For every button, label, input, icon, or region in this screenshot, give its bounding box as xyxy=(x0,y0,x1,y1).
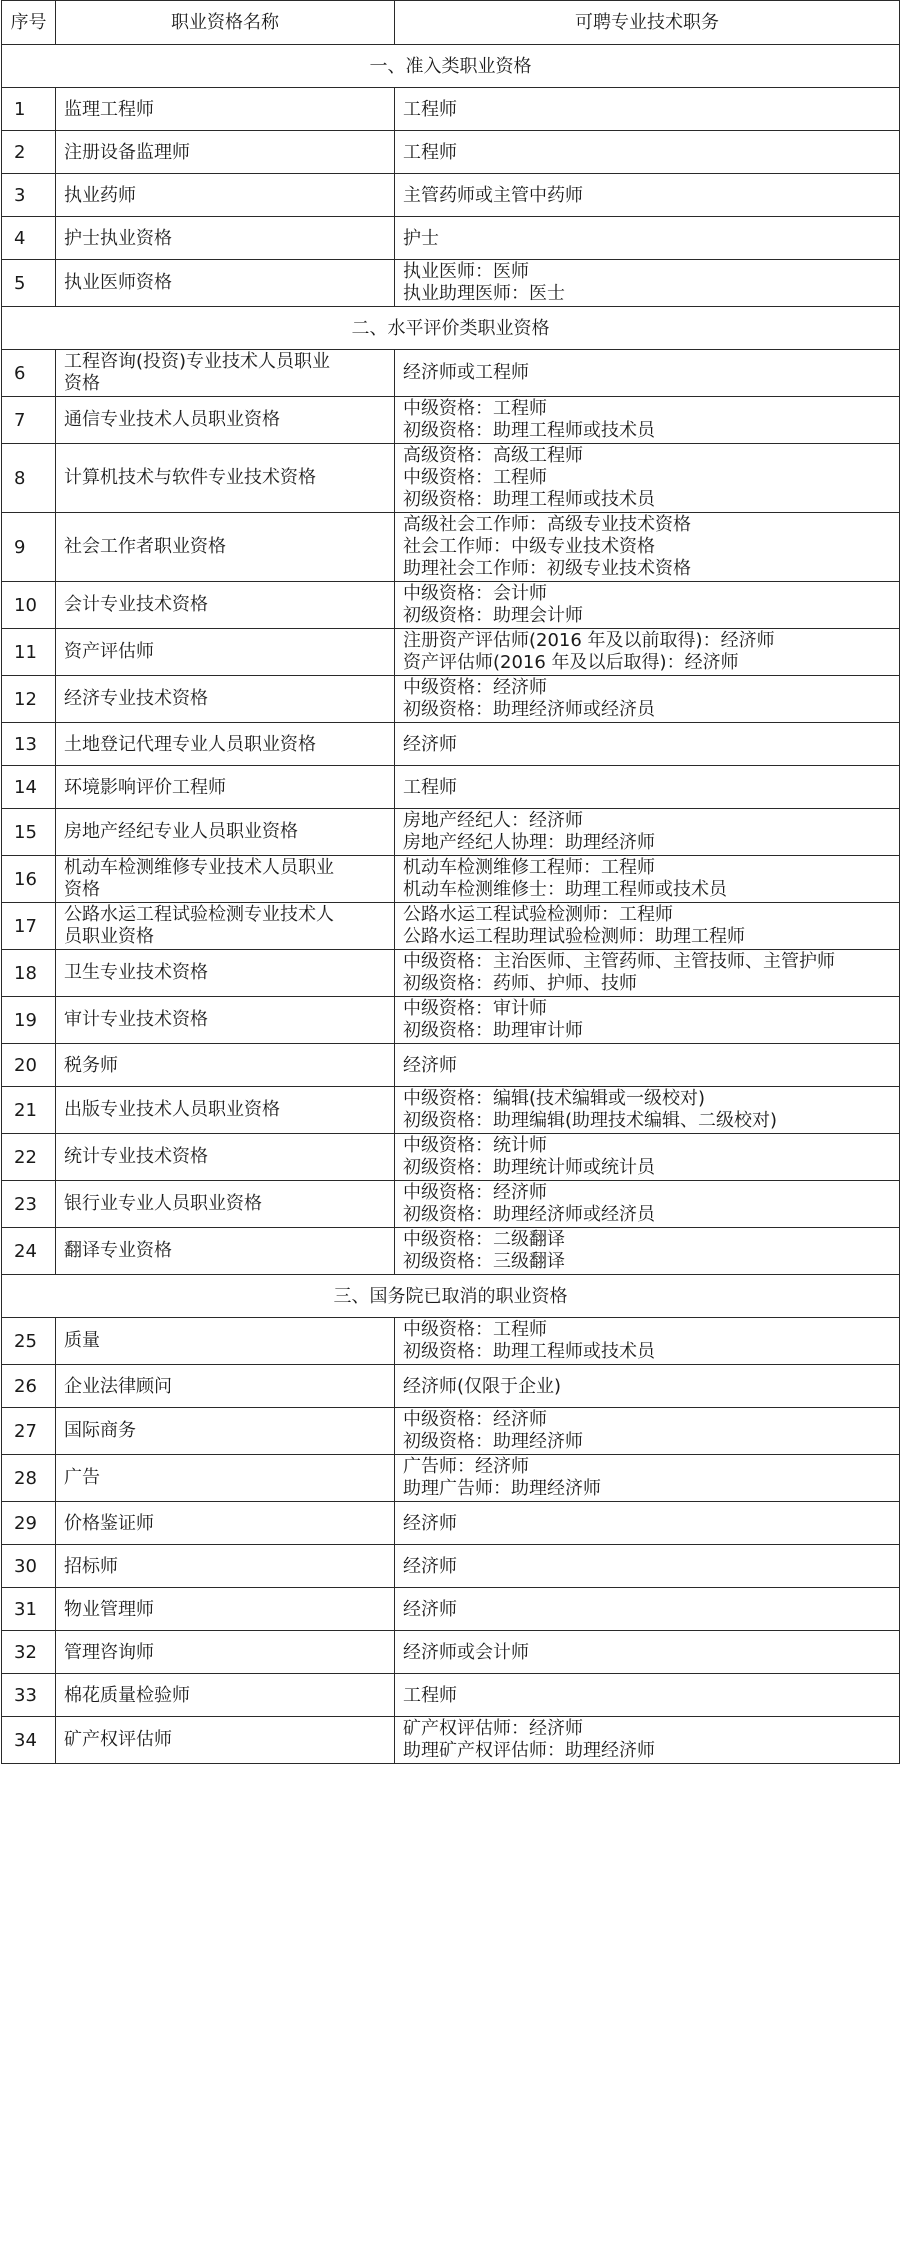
qualification-name xyxy=(56,444,395,513)
serial-number: 23 xyxy=(2,1181,56,1228)
qualification-name xyxy=(56,1087,395,1134)
table-row xyxy=(2,582,900,629)
position-line: 初级资格：助理审计师 xyxy=(403,1020,583,1041)
table-row xyxy=(2,1318,900,1365)
position-list xyxy=(395,88,900,131)
position-line: 经济师 xyxy=(403,1512,457,1534)
serial-number: 8 xyxy=(2,444,56,513)
serial-number: 10 xyxy=(2,582,56,629)
qualification-name-line: 社会工作者职业资格 xyxy=(64,536,226,557)
position-line: 广告师：经济师 xyxy=(403,1456,529,1477)
qualification-name xyxy=(56,1545,395,1588)
position-line: 中级资格：经济师 xyxy=(403,677,547,698)
table-row xyxy=(2,88,900,131)
position-line: 初级资格：助理工程师或技术员 xyxy=(403,489,655,510)
qualification-name xyxy=(56,582,395,629)
position-line: 房地产经纪人协理：助理经济师 xyxy=(403,832,655,853)
table-row xyxy=(2,1181,900,1228)
position-line: 社会工作师：中级专业技术资格 xyxy=(403,536,655,557)
qualification-name-line: 执业药师 xyxy=(64,184,136,206)
qualification-name xyxy=(56,1588,395,1631)
position-line: 经济师(仅限于企业) xyxy=(403,1375,562,1397)
table-row xyxy=(2,1717,900,1764)
header-serial: 序号 xyxy=(2,1,56,45)
qualification-name xyxy=(56,174,395,217)
qualification-name xyxy=(56,1674,395,1717)
qualification-name xyxy=(56,856,395,903)
qualification-name-line: 通信专业技术人员职业资格 xyxy=(64,409,280,430)
qualification-name-line: 经济专业技术资格 xyxy=(64,688,208,709)
position-line: 矿产权评估师：经济师 xyxy=(403,1718,583,1739)
serial-number: 7 xyxy=(2,397,56,444)
table-row xyxy=(2,856,900,903)
position-line: 主管药师或主管中药师 xyxy=(403,184,583,206)
serial-number: 34 xyxy=(2,1717,56,1764)
table-row xyxy=(2,1502,900,1545)
serial-number: 29 xyxy=(2,1502,56,1545)
qualification-name-line: 公路水运工程试验检测专业技术人 xyxy=(64,904,334,925)
section-row xyxy=(2,1275,900,1318)
position-line: 初级资格：助理经济师 xyxy=(403,1431,583,1452)
position-list xyxy=(395,1134,900,1181)
serial-number: 13 xyxy=(2,723,56,766)
position-line: 初级资格：三级翻译 xyxy=(403,1251,565,1272)
table-row xyxy=(2,629,900,676)
table-row xyxy=(2,1365,900,1408)
position-list xyxy=(395,397,900,444)
qualification-name xyxy=(56,1717,395,1764)
position-line: 高级资格：高级工程师 xyxy=(403,445,583,466)
qualification-name-line: 计算机技术与软件专业技术资格 xyxy=(64,467,316,488)
position-list xyxy=(395,260,900,307)
position-line: 护士 xyxy=(403,227,439,249)
position-line: 机动车检测维修工程师：工程师 xyxy=(403,857,655,878)
table-row xyxy=(2,444,900,513)
qualification-name xyxy=(56,131,395,174)
qualification-name-line: 土地登记代理专业人员职业资格 xyxy=(64,733,316,755)
qualification-name xyxy=(56,1455,395,1502)
qualification-name xyxy=(56,723,395,766)
serial-number: 27 xyxy=(2,1408,56,1455)
qualification-name xyxy=(56,260,395,307)
qualification-name-line: 银行业专业人员职业资格 xyxy=(64,1193,262,1214)
table-row xyxy=(2,1588,900,1631)
table-row xyxy=(2,766,900,809)
position-list xyxy=(395,1631,900,1674)
position-line: 中级资格：工程师 xyxy=(403,398,547,419)
position-line: 工程师 xyxy=(403,1684,457,1706)
position-line: 高级社会工作师：高级专业技术资格 xyxy=(403,514,691,535)
qualification-table xyxy=(1,0,900,1764)
serial-number: 32 xyxy=(2,1631,56,1674)
qualification-name-line: 会计专业技术资格 xyxy=(64,594,208,615)
section-row xyxy=(2,307,900,350)
serial-number: 5 xyxy=(2,260,56,307)
serial-number: 12 xyxy=(2,676,56,723)
qualification-name xyxy=(56,1365,395,1408)
position-list xyxy=(395,1545,900,1588)
position-line: 中级资格：工程师 xyxy=(403,467,547,488)
qualification-name xyxy=(56,676,395,723)
section-title: 一、准入类职业资格 xyxy=(2,45,900,88)
table-body xyxy=(2,45,900,1764)
position-line: 经济师 xyxy=(403,1555,457,1577)
serial-number: 17 xyxy=(2,903,56,950)
position-line: 初级资格：助理会计师 xyxy=(403,605,583,626)
position-list xyxy=(395,676,900,723)
serial-number: 3 xyxy=(2,174,56,217)
serial-number: 18 xyxy=(2,950,56,997)
serial-number: 25 xyxy=(2,1318,56,1365)
serial-number: 19 xyxy=(2,997,56,1044)
qualification-name-line: 资格 xyxy=(64,879,100,900)
position-list xyxy=(395,903,900,950)
position-line: 工程师 xyxy=(403,141,457,163)
qualification-name-line: 执业医师资格 xyxy=(64,272,172,293)
table-row xyxy=(2,350,900,397)
position-line: 经济师或会计师 xyxy=(403,1641,529,1663)
serial-number: 6 xyxy=(2,350,56,397)
position-list xyxy=(395,1087,900,1134)
qualification-name-line: 棉花质量检验师 xyxy=(64,1684,190,1706)
position-line: 中级资格：编辑(技术编辑或一级校对) xyxy=(403,1088,706,1109)
qualification-name xyxy=(56,950,395,997)
position-list xyxy=(395,131,900,174)
section-row xyxy=(2,45,900,88)
position-line: 工程师 xyxy=(403,98,457,120)
serial-number: 11 xyxy=(2,629,56,676)
position-line: 助理矿产权评估师：助理经济师 xyxy=(403,1740,655,1761)
position-line: 工程师 xyxy=(403,776,457,798)
qualification-name-line: 税务师 xyxy=(64,1054,118,1076)
header-row xyxy=(2,1,900,45)
qualification-name-line: 翻译专业资格 xyxy=(64,1240,172,1261)
qualification-name xyxy=(56,1631,395,1674)
table-row xyxy=(2,950,900,997)
position-line: 初级资格：助理工程师或技术员 xyxy=(403,420,655,441)
position-line: 中级资格：会计师 xyxy=(403,583,547,604)
position-list xyxy=(395,350,900,397)
qualification-name xyxy=(56,903,395,950)
position-line: 公路水运工程试验检测师：工程师 xyxy=(403,904,673,925)
position-line: 初级资格：助理经济师或经济员 xyxy=(403,699,655,720)
position-line: 经济师 xyxy=(403,733,457,755)
qualification-name xyxy=(56,766,395,809)
table-row xyxy=(2,217,900,260)
position-line: 资产评估师(2016 年及以后取得)：经济师 xyxy=(403,652,739,673)
qualification-name xyxy=(56,1134,395,1181)
qualification-name-line: 管理咨询师 xyxy=(64,1641,154,1663)
position-line: 助理广告师：助理经济师 xyxy=(403,1478,601,1499)
position-list xyxy=(395,1502,900,1545)
qualification-name xyxy=(56,513,395,582)
position-line: 经济师 xyxy=(403,1598,457,1620)
serial-number: 26 xyxy=(2,1365,56,1408)
qualification-name-line: 机动车检测维修专业技术人员职业 xyxy=(64,857,334,878)
position-line: 注册资产评估师(2016 年及以前取得)：经济师 xyxy=(403,630,775,651)
qualification-name-line: 护士执业资格 xyxy=(64,227,172,249)
position-list xyxy=(395,629,900,676)
position-line: 初级资格：助理编辑(助理技术编辑、二级校对) xyxy=(403,1110,778,1131)
qualification-name-line: 注册设备监理师 xyxy=(64,141,190,163)
qualification-name-line: 审计专业技术资格 xyxy=(64,1009,208,1030)
qualification-name-line: 价格鉴证师 xyxy=(64,1512,154,1534)
table-row xyxy=(2,1134,900,1181)
position-line: 中级资格：二级翻译 xyxy=(403,1229,565,1250)
qualification-name xyxy=(56,629,395,676)
position-list xyxy=(395,1455,900,1502)
serial-number: 4 xyxy=(2,217,56,260)
qualification-name xyxy=(56,1181,395,1228)
position-list xyxy=(395,723,900,766)
table-row xyxy=(2,997,900,1044)
table-row xyxy=(2,1087,900,1134)
position-line: 执业医师：医师 xyxy=(403,261,529,282)
section-title: 三、国务院已取消的职业资格 xyxy=(2,1275,900,1318)
table-row xyxy=(2,131,900,174)
table-row xyxy=(2,1545,900,1588)
serial-number: 24 xyxy=(2,1228,56,1275)
qualification-name xyxy=(56,397,395,444)
serial-number: 1 xyxy=(2,88,56,131)
qualification-name-line: 员职业资格 xyxy=(64,926,154,947)
position-list xyxy=(395,1365,900,1408)
qualification-name-line: 国际商务 xyxy=(64,1420,136,1441)
table-row xyxy=(2,1228,900,1275)
position-line: 机动车检测维修士：助理工程师或技术员 xyxy=(403,879,727,900)
table-row xyxy=(2,809,900,856)
table-row xyxy=(2,513,900,582)
position-line: 房地产经纪人：经济师 xyxy=(403,810,583,831)
position-line: 助理社会工作师：初级专业技术资格 xyxy=(403,558,691,579)
position-list xyxy=(395,766,900,809)
position-line: 中级资格：工程师 xyxy=(403,1319,547,1340)
section-title: 二、水平评价类职业资格 xyxy=(2,307,900,350)
position-line: 初级资格：助理统计师或统计员 xyxy=(403,1157,655,1178)
table-row xyxy=(2,1631,900,1674)
qualification-name-line: 统计专业技术资格 xyxy=(64,1146,208,1167)
qualification-name-line: 环境影响评价工程师 xyxy=(64,776,226,798)
qualification-name xyxy=(56,997,395,1044)
position-list xyxy=(395,1318,900,1365)
position-line: 中级资格：主治医师、主管药师、主管技师、主管护师 xyxy=(403,951,835,972)
position-line: 初级资格：药师、护师、技师 xyxy=(403,973,637,994)
table-row xyxy=(2,1455,900,1502)
position-line: 公路水运工程助理试验检测师：助理工程师 xyxy=(403,926,745,947)
qualification-name-line: 资产评估师 xyxy=(64,641,154,662)
position-list xyxy=(395,513,900,582)
qualification-name-line: 卫生专业技术资格 xyxy=(64,962,208,983)
table-row xyxy=(2,723,900,766)
serial-number: 22 xyxy=(2,1134,56,1181)
qualification-name-line: 招标师 xyxy=(64,1555,118,1577)
position-line: 初级资格：助理经济师或经济员 xyxy=(403,1204,655,1225)
serial-number: 14 xyxy=(2,766,56,809)
table-row xyxy=(2,1408,900,1455)
position-list xyxy=(395,950,900,997)
table-row xyxy=(2,397,900,444)
position-list xyxy=(395,1228,900,1275)
position-line: 经济师 xyxy=(403,1054,457,1076)
position-list xyxy=(395,1408,900,1455)
position-list xyxy=(395,174,900,217)
qualification-name-line: 出版专业技术人员职业资格 xyxy=(64,1099,280,1120)
serial-number: 31 xyxy=(2,1588,56,1631)
position-list xyxy=(395,1674,900,1717)
serial-number: 15 xyxy=(2,809,56,856)
table-row xyxy=(2,676,900,723)
qualification-name xyxy=(56,1228,395,1275)
qualification-name xyxy=(56,1318,395,1365)
qualification-name-line: 质量 xyxy=(64,1330,100,1351)
position-list xyxy=(395,582,900,629)
qualification-name xyxy=(56,1044,395,1087)
position-list xyxy=(395,856,900,903)
position-line: 中级资格：经济师 xyxy=(403,1182,547,1203)
qualification-name-line: 工程咨询(投资)专业技术人员职业 xyxy=(64,351,331,372)
serial-number: 28 xyxy=(2,1455,56,1502)
position-list xyxy=(395,1044,900,1087)
header-positions: 可聘专业技术职务 xyxy=(395,1,900,45)
table-row xyxy=(2,903,900,950)
position-list xyxy=(395,997,900,1044)
serial-number: 21 xyxy=(2,1087,56,1134)
qualification-name xyxy=(56,809,395,856)
position-line: 中级资格：统计师 xyxy=(403,1135,547,1156)
qualification-name-line: 资格 xyxy=(64,373,100,394)
position-list xyxy=(395,217,900,260)
position-list xyxy=(395,444,900,513)
qualification-name-line: 矿产权评估师 xyxy=(64,1729,172,1750)
qualification-name-line: 企业法律顾问 xyxy=(64,1375,172,1397)
serial-number: 20 xyxy=(2,1044,56,1087)
qualification-name xyxy=(56,350,395,397)
qualification-name xyxy=(56,217,395,260)
table-row xyxy=(2,174,900,217)
header-qualification-name: 职业资格名称 xyxy=(56,1,395,45)
qualification-name-line: 物业管理师 xyxy=(64,1598,154,1620)
qualification-name-line: 房地产经纪专业人员职业资格 xyxy=(64,821,298,842)
table-row xyxy=(2,1044,900,1087)
table-row xyxy=(2,260,900,307)
qualification-name xyxy=(56,1502,395,1545)
position-list xyxy=(395,1181,900,1228)
serial-number: 2 xyxy=(2,131,56,174)
qualification-name-line: 监理工程师 xyxy=(64,98,154,120)
serial-number: 33 xyxy=(2,1674,56,1717)
position-line: 中级资格：经济师 xyxy=(403,1409,547,1430)
position-list xyxy=(395,1588,900,1631)
qualification-name-line: 广告 xyxy=(64,1467,100,1488)
table-row xyxy=(2,1674,900,1717)
position-list xyxy=(395,809,900,856)
position-line: 初级资格：助理工程师或技术员 xyxy=(403,1341,655,1362)
serial-number: 16 xyxy=(2,856,56,903)
position-line: 中级资格：审计师 xyxy=(403,998,547,1019)
position-line: 执业助理医师：医士 xyxy=(403,283,565,304)
position-list xyxy=(395,1717,900,1764)
serial-number: 9 xyxy=(2,513,56,582)
qualification-name xyxy=(56,88,395,131)
serial-number: 30 xyxy=(2,1545,56,1588)
qualification-name xyxy=(56,1408,395,1455)
position-line: 经济师或工程师 xyxy=(403,362,529,383)
